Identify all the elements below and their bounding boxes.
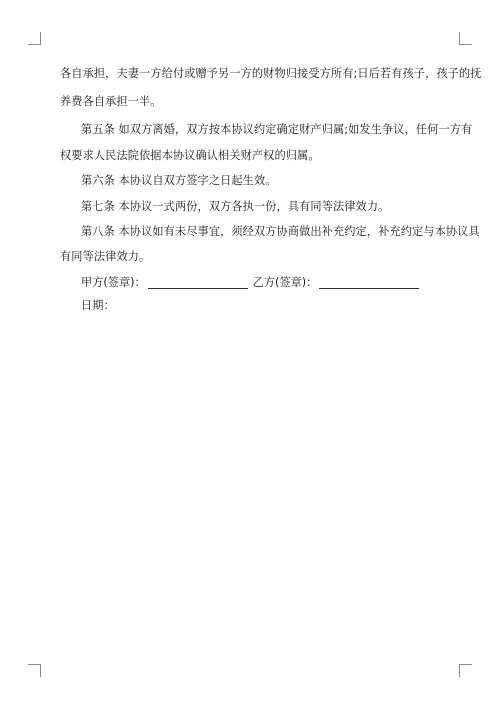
party-a-label: 甲方(签章)： <box>81 276 146 289</box>
article-8-line: 有同等法律效力。 <box>60 250 151 263</box>
article-6-line: 第六条 本协议自双方签字之日起生效。 <box>81 174 277 187</box>
paragraph-line: 养费各自承担一半。 <box>60 95 162 108</box>
date-label: 日期： <box>81 299 115 312</box>
party-b-label: 乙方(签章)： <box>252 276 318 289</box>
article-5-line: 第五条 如双方离婚，双方按本协议约定确定财产归属;如发生争议，任何一方有 <box>81 123 473 136</box>
crop-mark-top-left <box>28 32 41 45</box>
party-a-signature-line <box>148 278 248 289</box>
party-b-signature-line <box>319 278 419 289</box>
article-8-line: 第八条 本协议如有未尽事宜，须经双方协商做出补充约定，补充约定与本协议具 <box>81 225 480 238</box>
paragraph-line: 各自承担，夫妻一方给付或赠予另一方的财物归接受方所有;日后若有孩子，孩子的抚 <box>60 67 482 80</box>
crop-mark-top-right <box>459 32 472 45</box>
crop-mark-bottom-left <box>28 664 41 677</box>
article-7-line: 第七条 本协议一式两份，双方各执一份，具有同等法律效力。 <box>81 200 390 213</box>
crop-mark-bottom-right <box>459 664 472 677</box>
article-5-line: 权要求人民法院依据本协议确认相关财产权的归属。 <box>60 149 320 162</box>
signature-row <box>81 276 422 290</box>
